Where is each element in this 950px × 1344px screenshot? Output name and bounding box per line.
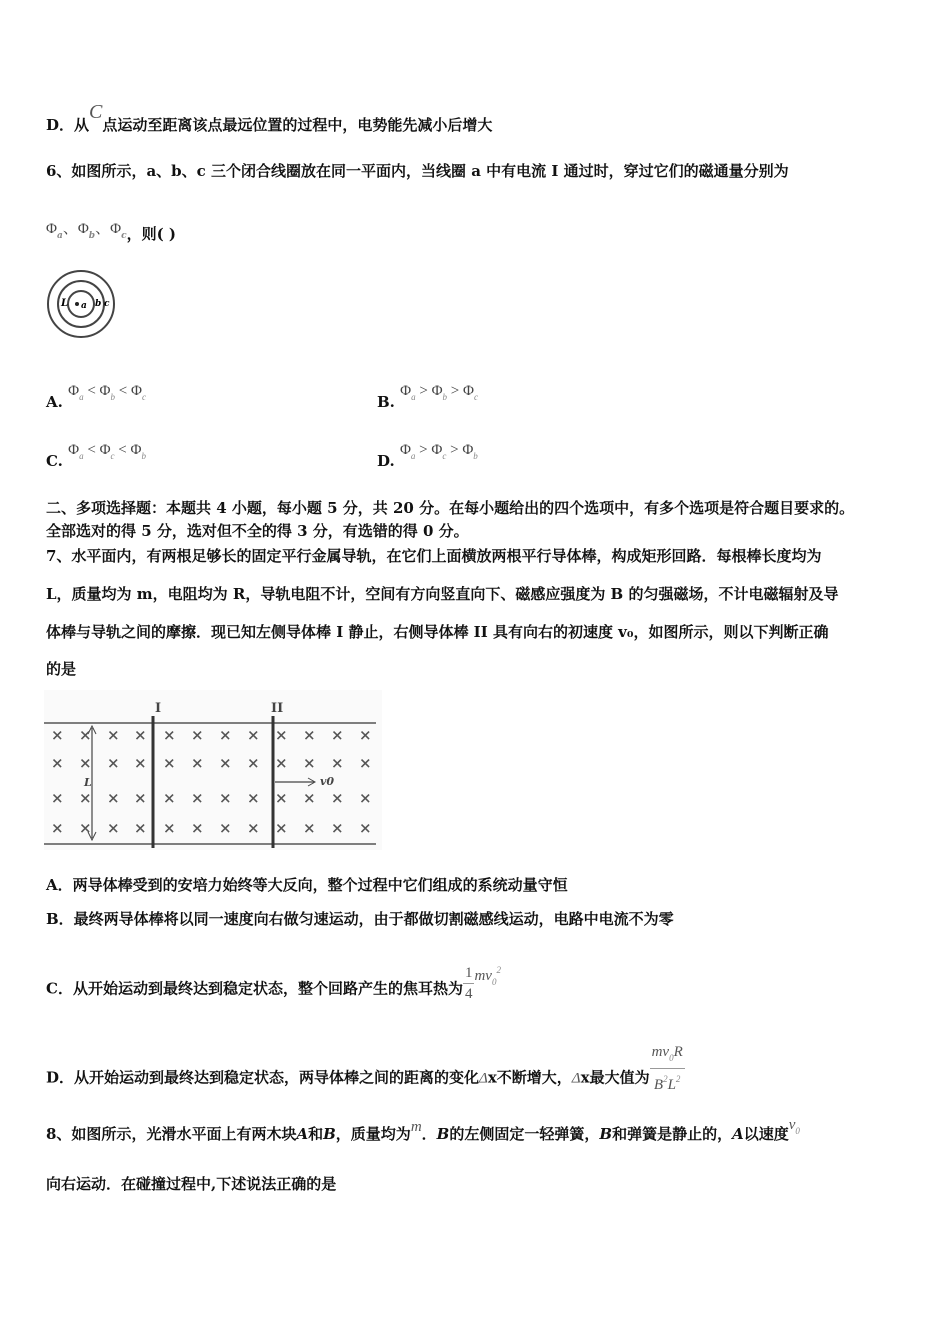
q7-option-d[interactable]: D．从开始运动到最终达到稳定状态，两导体棒之间的距离的变化Δx不断增大，Δx最大值为 $\frac{mv_0R}{B^2L^2}$ [46,1044,683,1093]
field-cross-mark: × [191,726,204,744]
field-cross-mark: × [51,754,64,772]
phi-symbol: Φ [46,221,57,237]
field-cross-mark: × [247,819,260,837]
field-cross-mark: × [219,754,232,772]
field-cross-mark: × [359,754,372,772]
field-cross-mark: × [134,819,147,837]
field-cross-mark: × [191,789,204,807]
label-I: I [155,701,162,716]
label-b: b [95,299,102,309]
subscript: b [88,231,96,241]
q8-line2: 向右运动．在碰撞过程中,下述说法正确的是 [46,1175,337,1193]
label-L: L [61,298,69,309]
option-label: D． [46,116,75,134]
field-cross-mark: × [51,789,64,807]
field-cross-mark: × [163,789,176,807]
concentric-coils-figure [44,268,118,340]
field-cross-mark: × [163,754,176,772]
field-cross-mark: × [79,726,92,744]
option-text: 点运动至距离该点最远位置的过程中，电势能先减小后增大 [102,116,493,134]
q8-line1: 8、如图所示，光滑水平面上有两木块A和B，质量均为m．B的左侧固定一轻弹簧，B和弹簧是静止的，A以速度$v_0$ [46,1117,800,1143]
field-cross-mark: × [134,726,147,744]
field-cross-mark: × [219,789,232,807]
field-cross-mark: × [275,789,288,807]
answer-paren: ，则( ) [126,225,176,243]
field-cross-mark: × [359,819,372,837]
field-cross-mark: × [163,819,176,837]
field-cross-mark: × [134,789,147,807]
separator: 、 [95,221,111,237]
label-v0: v0 [320,775,335,788]
label-c: c [104,299,110,309]
field-cross-mark: × [107,819,120,837]
field-cross-mark: × [275,726,288,744]
field-cross-mark: × [107,754,120,772]
q6-option-d[interactable]: D. $\Phi_a > \Phi_c > \Phi_b$ [377,442,478,470]
subscript: a [56,231,63,241]
q6-flux-line [46,218,176,246]
field-cross-mark: × [191,754,204,772]
field-cross-mark: × [331,726,344,744]
q7-option-a[interactable]: A．两导体棒受到的安培力始终等大反向，整个过程中它们组成的系统动量守恒 [46,876,568,894]
q7-line3: 体棒与导轨之间的摩擦．现已知左侧导体棒 I 静止，右侧导体棒 II 具有向右的初速度 v₀，如图所示，则以下判断正确 [46,623,829,641]
field-cross-mark: × [51,726,64,744]
q7-line2: L，质量均为 m，电阻均为 R，导轨电阻不计，空间有方向竖直向下、磁感应强度为 B 的匀强磁场，不计电磁辐射及导 [46,585,839,603]
q7-option-c[interactable]: C．从开始运动到最终达到稳定状态，整个回路产生的焦耳热为 $\frac{1}{4}$ $mv_0^2$ [46,964,501,1002]
field-cross-mark: × [79,819,92,837]
section2-line2: 全部选对的得 5 分，选对但不全的得 3 分，有选错的得 0 分。 [46,522,469,540]
field-cross-mark: × [303,754,316,772]
field-cross-mark: × [303,819,316,837]
phi-symbol: Φ [77,221,89,237]
field-cross-mark: × [163,726,176,744]
q5-option-d [46,101,493,135]
field-cross-mark: × [134,754,147,772]
field-cross-mark: × [247,726,260,744]
field-cross-mark: × [303,726,316,744]
field-cross-mark: × [107,789,120,807]
q7-option-b[interactable]: B．最终两导体棒将以同一速度向右做匀速运动，由于都做切割磁感线运动，电路中电流不为零 [46,910,674,928]
q7-line1: 7、水平面内，有两根足够长的固定平行金属导轨，在它们上面横放两根平行导体棒，构成矩形回路．每根棒长度均为 [46,547,822,565]
field-cross-mark: × [79,789,92,807]
field-cross-mark: × [191,819,204,837]
phi-symbol: Φ [110,221,122,237]
field-cross-mark: × [331,754,344,772]
separator: 、 [62,221,78,237]
field-cross-mark: × [359,789,372,807]
field-cross-mark: × [331,789,344,807]
field-cross-mark: × [275,754,288,772]
field-cross-mark: × [219,726,232,744]
field-cross-mark: × [247,789,260,807]
option-text: 从 [74,116,90,134]
field-cross-mark: × [247,754,260,772]
label-a: a [81,301,87,311]
subscript: c [121,231,127,241]
q6-option-b[interactable]: B. $\Phi_a > \Phi_b > \Phi_c$ [377,383,478,411]
field-cross-mark: × [303,789,316,807]
field-cross-mark: × [331,819,344,837]
label-II: II [271,701,284,716]
q7-line4: 的是 [46,660,77,678]
rails-figure [44,690,382,850]
q6-option-a[interactable]: A. $\Phi_a < \Phi_b < \Phi_c$ [46,383,146,411]
field-cross-mark: × [219,819,232,837]
field-cross-mark: × [275,819,288,837]
field-cross-mark: × [51,819,64,837]
label-L: L [84,776,92,789]
field-cross-mark: × [79,754,92,772]
field-cross-mark: × [359,726,372,744]
field-cross-mark: × [107,726,120,744]
q6-stem: 6、如图所示，a、b、c 三个闭合线圈放在同一平面内，当线圈 a 中有电流 I 通过时，穿过它们的磁通量分别为 [46,162,789,180]
section2-line1: 二、多项选择题：本题共 4 小题，每小题 5 分，共 20 分。在每小题给出的四个选项中，有多个选项是符合题目要求的。 [46,499,855,517]
q6-option-c[interactable]: C. $\Phi_a < \Phi_c < \Phi_b$ [46,442,146,470]
math-var: C [89,101,103,123]
